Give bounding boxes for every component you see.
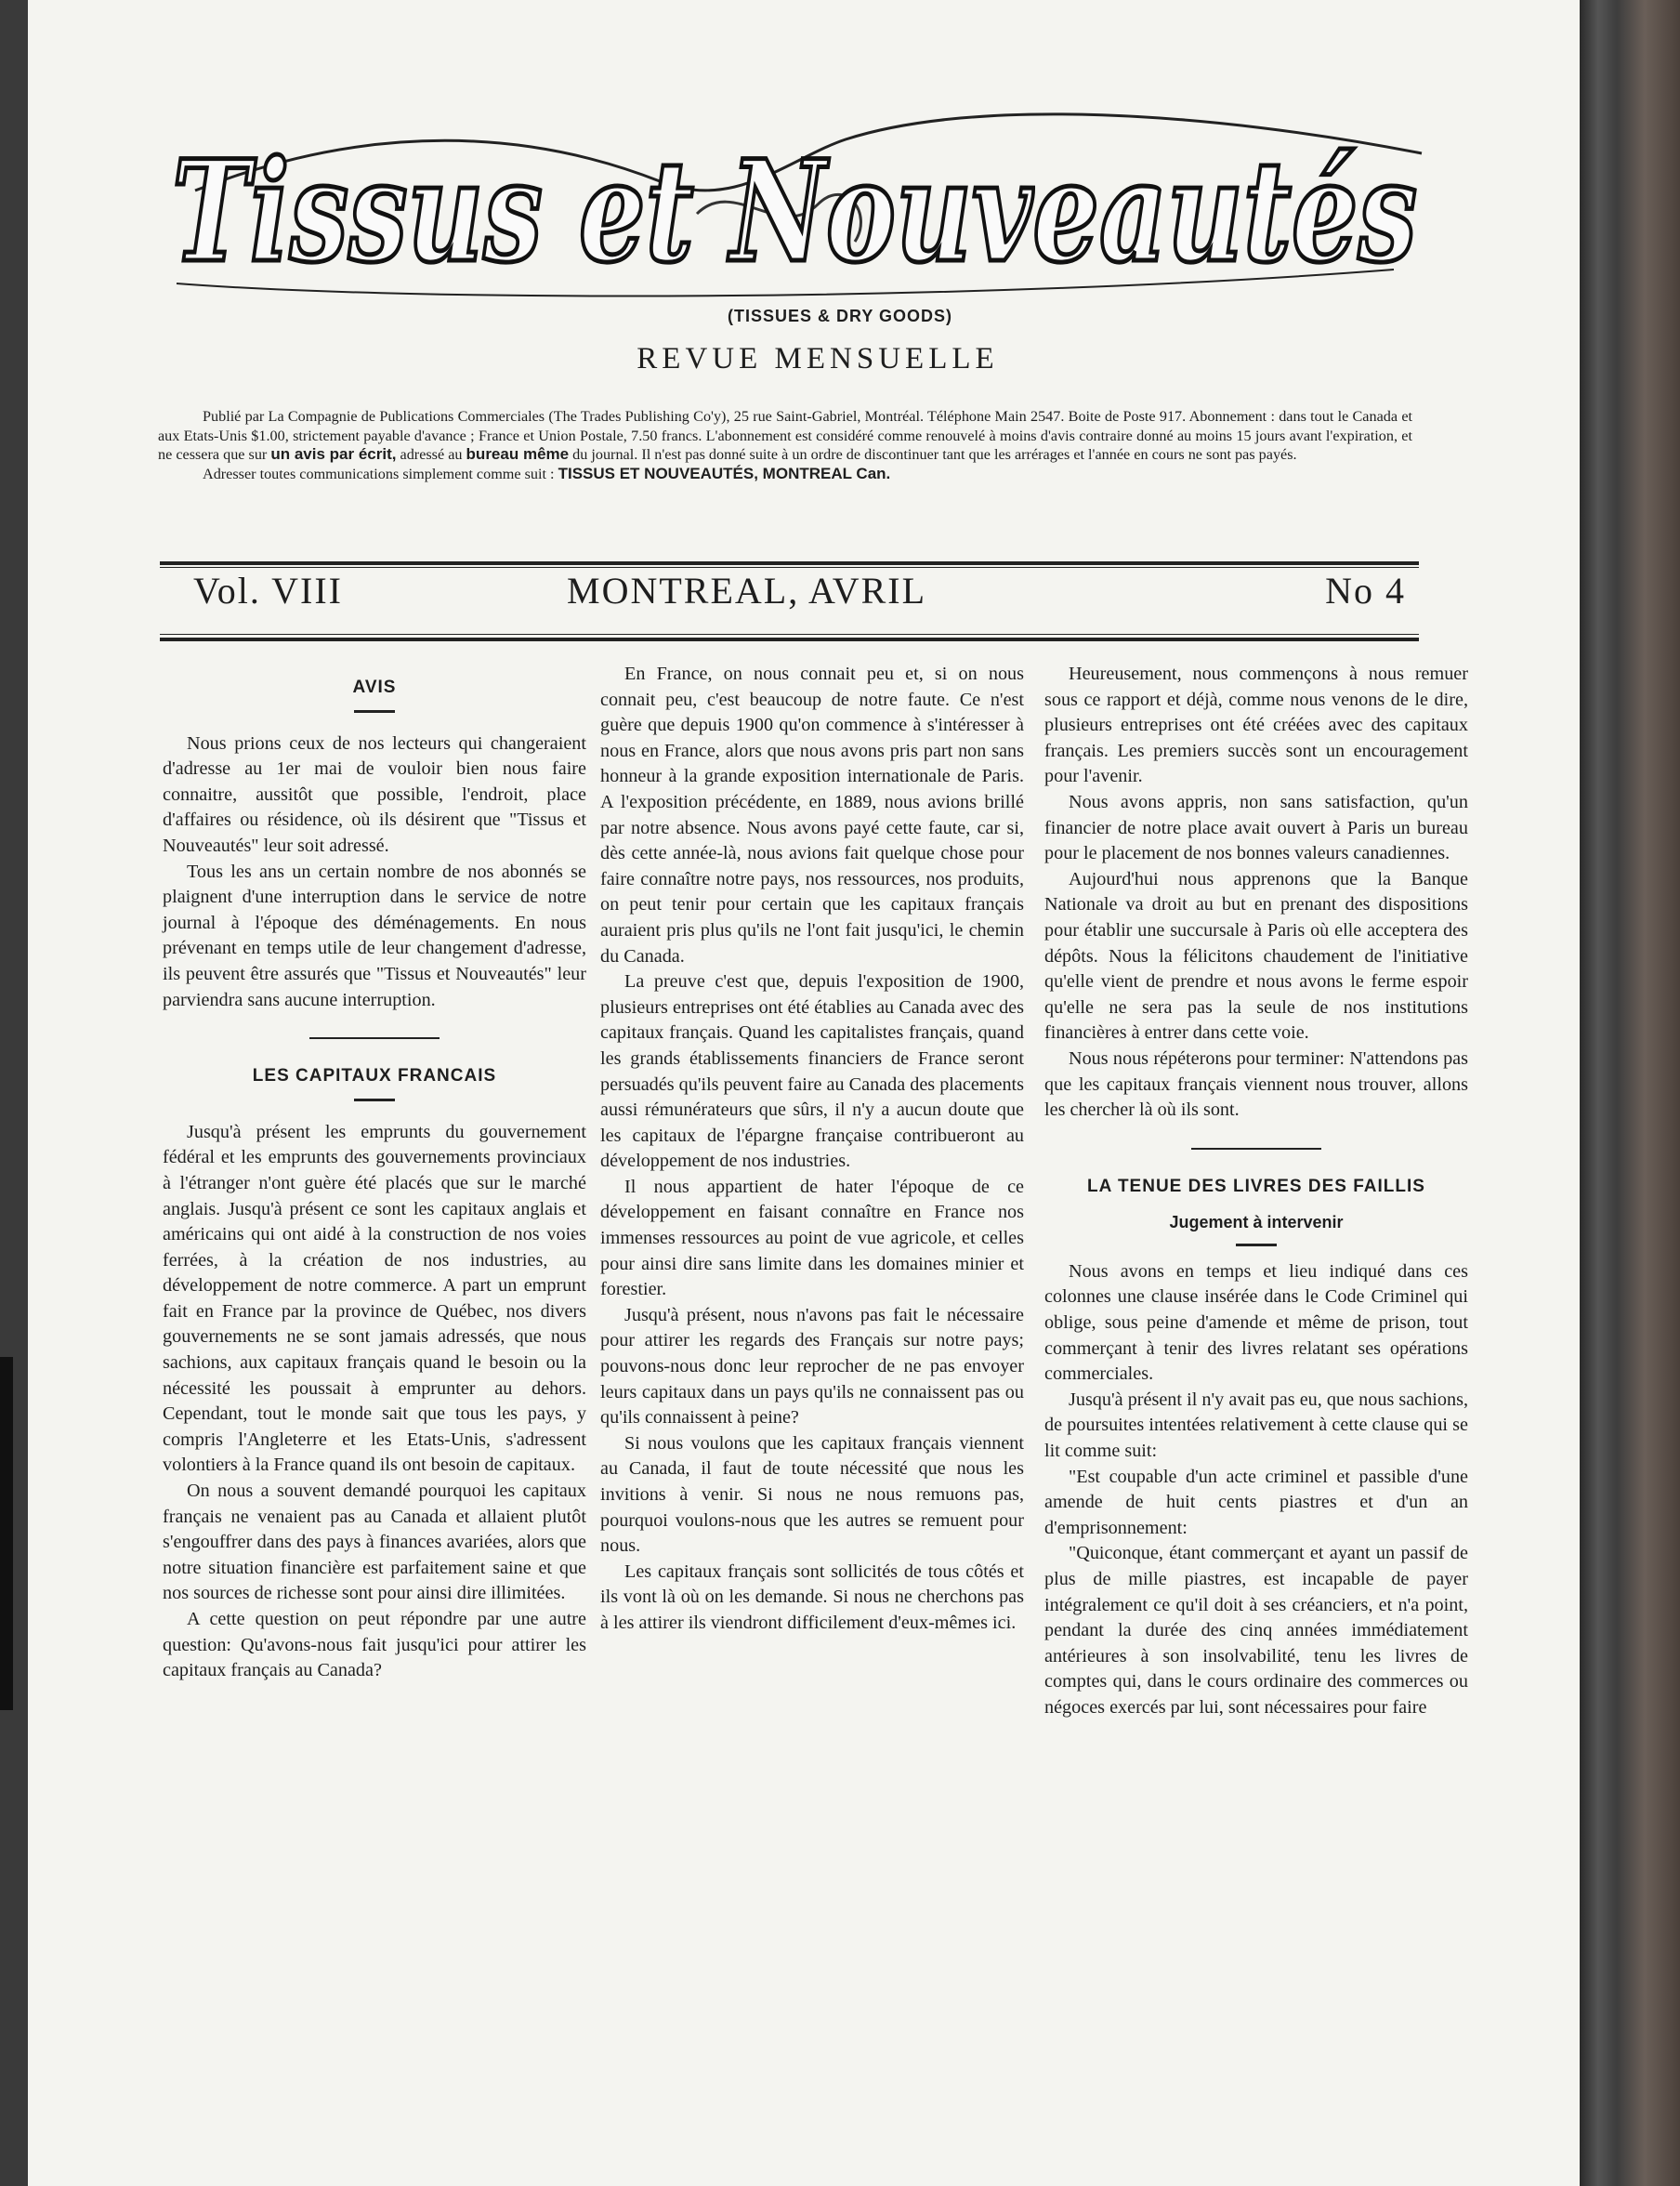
capitaux-heading: LES CAPITAUX FRANCAIS: [252, 1066, 497, 1086]
issue-line: [160, 569, 1419, 625]
capitaux-paragraph-1: Jusqu'à présent les emprunts du gouvernement fédéral et les emprunts des gouvernements provinciaux à l'étranger n'ont guère été placés que sur le marché anglais. Jusqu'à présent ce sont les capitaux anglais et américains qui ont aidé à la construction de nos voies ferrées, à la création de nos industries, au développement de notre commerce. A part un emprunt fait en France par la province de Québec, nos divers gouvernements ne se sont jamais adressés, que nous sachions, aux capitaux français quand le besoin ou la nécessité les poussait à emprunter au dehors. Cependant, tout le monde sait que tous les pays, y compris l'Angleterre et les Etats-Unis, s'adressent volontiers à la France quand ils ont besoin de capitaux.: [163, 1121, 586, 1476]
issue-number: No 4: [1325, 570, 1406, 612]
masthead-lettering: [139, 102, 1450, 311]
issue-rule-top-thin: [160, 567, 1419, 568]
col2-paragraph-4: Jusqu'à présent, nous n'avons pas fait le nécessaire pour attirer les regards des Français sur notre pays; pouvons-nous donc leur reprocher de ne pas envoyer leurs capitaux dans un pays qu'ils ne connaissent pas ou qu'ils connaissent à peine?: [600, 1304, 1024, 1429]
publisher-text-2: adressé au: [400, 446, 463, 463]
col3-paragraph-1: Heureusement, nous commençons à nous remuer sous ce rapport et déjà, comme nous venons de le dire, plusieurs entreprises ont été créées avec des capitaux français. Les premiers succès sont un encouragement pour l'avenir.: [1044, 664, 1468, 787]
column-3: [1044, 662, 1468, 1721]
avis-paragraph-1: Nous prions ceux de nos lecteurs qui changeraient d'adresse au 1er mai de vouloir bien nous faire connaitre, aussitôt que possible, l'endroit, place d'affaires ou résidence, où ils désirent que "Tissus et Nouveautés" leur soit adressé.: [163, 732, 586, 856]
col3-paragraph-2: Nous avons appris, non sans satisfaction, qu'un financier de notre place avait ouvert à Paris un bureau pour le placement de nos bonnes valeurs canadiennes.: [1044, 791, 1468, 864]
masthead-subtitle-english: (TISSUES & DRY GOODS): [727, 307, 953, 325]
section-separator: [1191, 1148, 1321, 1150]
issue-rule-bottom-thin: [160, 634, 1419, 635]
col2-paragraph-1: En France, on nous connait peu et, si on nous connait peu, c'est beaucoup de notre faute. Ce n'est guère que depuis 1900 qu'on commence à s'intéresser à nous en France, alors que nous avons pris part non sans honneur à la grande exposition internationale de Paris. A l'exposition précédente, en 1889, nous avions brillé par notre absence. Nous avons payé cette faute, car si, dès cette année-là, nous avions fait quelque chose pour faire connaître notre pays, nos ressources, nos produits, on peut tenir pour certain que les capitaux français auraient pris plus qu'ils ne l'ont fait jusqu'ici, le chemin du Canada.: [600, 664, 1024, 967]
issue-rule-bottom: [160, 638, 1419, 641]
section-separator: [309, 1037, 440, 1039]
col3-paragraph-3: Aujourd'hui nous apprenons que la Banque Nationale va droit au but en prenant des dispositions pour établir une succursale à Paris où elle acceptera des dépôts. Nous la félicitons chaudement de l'initiative qu'elle vient de prendre et nous avons le ferme espoir qu'elle ne sera pas la seule de nos institutions financières à entrer dans cette voie.: [1044, 868, 1468, 1044]
publisher-text-1: Publié par La Compagnie de Publications Commerciales (The Trades Publishing Co'y), 25 rue Saint-Gabriel, Montréal. Téléphone Main 2547. Boite de Poste 917. Abonnement : dans tout le Canada et aux Etats-Unis $1.00, strictement payable d'avance ; France et Union Postale, 7.50 francs. L'abonnement est considéré comme renouvelé à moins d'avis contraire donné au moins 15 jours avant l'expiration, et ne cessera que sur: [158, 408, 1412, 463]
col2-paragraph-3: Il nous appartient de hater l'époque de ce développement en faisant connaître en France nos immenses ressources au point de vue agricole, et celles pour ainsi dire sans limite dans les domaines minier et forestier.: [600, 1176, 1024, 1300]
avis-paragraph-2: Tous les ans un certain nombre de nos abonnés se plaignent d'une interruption dans le service de notre journal à l'époque des déménagements. En nous prévenant en temps utile de leur changement d'adresse, ils peuvent être assurés que "Tissus et Nouveautés" leur parviendra sans aucune interruption.: [163, 861, 586, 1010]
capitaux-paragraph-3: A cette question on peut répondre par une autre question: Qu'avons-nous fait jusqu'ici pour attirer les capitaux français au Canada?: [163, 1609, 586, 1681]
issue-rule-top: [160, 561, 1419, 565]
masthead-title-text: Tissus et Nouveautés: [172, 130, 1417, 294]
right-binding-edge: [1580, 0, 1680, 2186]
capitaux-paragraph-2: On nous a souvent demandé pourquoi les capitaux français ne venaient pas au Canada et allaient plutôt s'engouffrer dans des pays à finances avariées, alors que notre situation financière est parfaitement saine et que nos sources de richesse sont pour ainsi dire illimitées.: [163, 1481, 586, 1604]
col2-paragraph-6: Les capitaux français sont sollicités de tous côtés et ils vont là où on les demande. Si nous ne cherchons pas à les attirer ils viendront difficilement d'eux-mêmes ici.: [600, 1560, 1024, 1633]
publisher-bold-2: bureau même: [466, 445, 570, 463]
publisher-text-3: du journal. Il n'est pas donné suite à un ordre de discontinuer tant que les arrérages et l'année en cours ne sont pas payés.: [572, 446, 1297, 463]
tenue-heading-rule: [1236, 1244, 1277, 1246]
col2-paragraph-5: Si nous voulons que les capitaux français viennent au Canada, il faut de toute nécessité que nous les invitions à venir. Si nous ne nous remuons pas, pourquoi voulons-nous que les autres se remuent pour nous.: [600, 1432, 1024, 1557]
col2-paragraph-2: La preuve c'est que, depuis l'exposition de 1900, plusieurs entreprises ont été établies au Canada avec des capitaux français. Quand les capitalistes français, quand les grands établissements financiers de France seront persuadés qu'ils peuvent faire au Canada des placements aussi rémunérateurs que sûrs, il n'y a aucun doute que les capitaux de l'épargne française contribueront au développement de nos industries.: [600, 971, 1025, 1172]
publisher-notice: [158, 407, 1412, 483]
publisher-text-4: Adresser toutes communications simplement comme suit :: [203, 465, 555, 482]
capitaux-heading-rule: [354, 1099, 395, 1101]
tenue-paragraph-3: "Est coupable d'un acte criminel et passible d'une amende de huit cents piastres et d'un an d'emprisonnement:: [1044, 1466, 1468, 1538]
left-binding-strip: [0, 1357, 13, 1710]
column-2: [600, 662, 1024, 1637]
avis-heading: AVIS: [352, 678, 397, 697]
left-binding-edge: [0, 0, 28, 2186]
tenue-paragraph-2: Jusqu'à présent il n'y avait pas eu, que nous sachions, de poursuites intentées relativement à cette clause qui se lit comme suit:: [1044, 1389, 1468, 1462]
tenue-paragraph-1: Nous avons en temps et lieu indiqué dans ces colonnes une clause insérée dans le Code Criminel qui oblige, sous peine d'amende et même de prison, tout commerçant à tenir des livres relatant ses opérations commerciales.: [1044, 1260, 1468, 1385]
avis-heading-rule: [354, 710, 395, 713]
tenue-paragraph-4: "Quiconque, étant commerçant et ayant un passif de plus de mille piastres, est incapable de payer intégralement ce qu'il doit à ses créanciers, et n'a point, pendant la durée des cinq années immédiatement antérieures à son insolvabilité, tenu les livres de comptes qui, dans le cours ordinaire des commerces ou négoces exercés par lui, sont nécessaires pour faire: [1044, 1543, 1468, 1718]
masthead-title: [139, 102, 1450, 311]
place-date: MONTREAL, AVRIL: [567, 570, 927, 612]
column-1: [163, 662, 586, 1684]
publisher-bold-1: un avis par écrit,: [270, 445, 397, 463]
publisher-address: TISSUS ET NOUVEAUTÉS, MONTREAL Can.: [558, 464, 891, 482]
volume-number: Vol. VIII: [193, 570, 343, 612]
tenue-heading: LA TENUE DES LIVRES DES FAILLIS: [1087, 1176, 1425, 1196]
tenue-subheading: Jugement à intervenir: [1169, 1213, 1344, 1232]
col3-paragraph-4: Nous nous répéterons pour terminer: N'attendons pas que les capitaux français viennent nous trouver, allons les chercher là où ils sont.: [1044, 1047, 1468, 1121]
masthead-subtitle-french: REVUE MENSUELLE: [637, 342, 999, 375]
